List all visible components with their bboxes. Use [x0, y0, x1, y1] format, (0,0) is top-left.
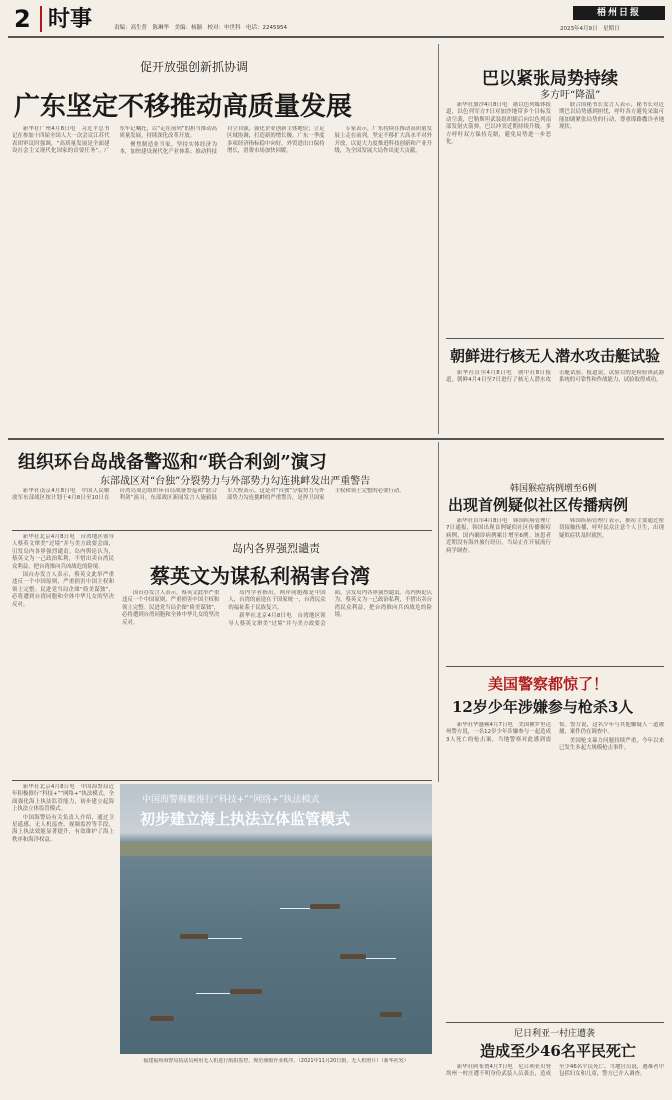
article2-subhead: 多方吁“降温” — [540, 90, 601, 101]
article1-body — [12, 126, 432, 428]
article8-headline: 初步建立海上执法立体监管模式 — [140, 810, 351, 828]
article1-headline: 广东坚定不移推动高质量发展 — [14, 92, 353, 122]
photo-wake — [366, 958, 396, 959]
photo-wake — [280, 908, 310, 909]
article2-paragraph: 新华社加沙4月8日电 据以色列媒体报道，以色列军方7日对加沙地带多个目标发动空袭，巴勒斯坦武装组织随后向以色列南部发射火箭弹。巴以冲突近期持续升级，多方呼吁双方保持克制，避免局势进一步恶化。 — [446, 102, 551, 146]
article6-paragraph: 新华社首尔4月8日电 韩国疾病管理厅7日通报，韩国出现首例疑似社区传播猴痘病例，国内确诊病例累计增至6例。该患者近期没有海外旅行经历，当局正在开展流行病学调查。 — [446, 518, 551, 554]
article-rule — [446, 666, 664, 667]
article5-paragraph: 新华社北京4月8日电 台湾地区领导人蔡英文窜美“过境”并与美方政要会面，引发岛内各界强烈谴责。岛内舆论认为，蔡英文为一己政治私利，不惜出卖台湾民众利益，把台湾推向兵凶战危的险境。 — [228, 590, 432, 627]
article-rule — [446, 1022, 664, 1023]
photo-wake — [208, 938, 242, 939]
photo-boat — [230, 989, 262, 994]
section-rule — [8, 438, 664, 440]
article5-paragraph: 国台办发言人表示，蔡英文此举严重违反一个中国原则，严重损害中国主权和领土完整。民进党当局企图“倚美谋独”，必将遭到台湾同胞和全体中华儿女的坚决反对。 — [12, 572, 114, 608]
article4-headline: 组织环台岛战备警巡和“联合利剑”演习 — [18, 452, 327, 473]
article8-body — [12, 784, 114, 1090]
article3-paragraph: 新华社首尔4月8日电 朝中社8日报道，朝鲜4月4日至7日进行了核无人潜水攻击艇试验。报道说，试验目的是检验该武器系统的可靠性和作战能力，试验取得成功。 — [446, 370, 664, 384]
article7-paragraph: 美国枪支暴力问题持续严重，今年以来已发生多起大规模枪击事件。 — [559, 737, 664, 752]
article1-paragraph: 专家表示，广东持续在推动高质量发展上走在前列，坚定不移扩大高水平对外开放，以更大力度推进科技创新和产业升级，为全国发展大局作出更大贡献。 — [334, 126, 432, 155]
paper-logo: 梧州日报 — [573, 6, 665, 20]
article9-paragraph: 新华社阿布贾4月7日电 尼日利亚贝努埃州一村庄遭不明身份武装人员袭击，造成至少46名平民死亡。当地官员说，遇难者中包括妇女和儿童，警方已介入调查。 — [446, 1064, 664, 1078]
photo-boat — [180, 934, 208, 939]
article1-kicker: 促开放强创新抓协调 — [140, 60, 249, 74]
article6-headline: 出现首例疑似社区传播病例 — [448, 496, 629, 514]
article5-headline: 蔡英文为谋私利祸害台湾 — [150, 564, 370, 588]
photo-boat — [340, 954, 366, 959]
article9-body — [446, 1064, 664, 1094]
article6-kicker: 韩国猴痘病例增至6例 — [510, 484, 597, 494]
article9-kicker: 尼日利亚一村庄遭袭 — [514, 1029, 596, 1039]
article8-kicker: 中国海警舰艇推行“科技+”“网络+”执法模式 — [142, 795, 320, 805]
article9-headline: 造成至少46名平民死亡 — [480, 1042, 636, 1060]
article2-headline: 巴以紧张局势持续 — [482, 69, 618, 89]
article-rule — [446, 338, 664, 339]
photo-caption: 福建福州海警局执法员利用无人机进行航拍监控，规范渔船作业秩序。（2021年11月20日摄，无人机照片）（新华社发） — [143, 1058, 409, 1064]
column-divider — [438, 44, 439, 434]
article5-body-left — [12, 534, 114, 774]
article7-body — [446, 722, 664, 1018]
page-number: 2 — [14, 5, 31, 33]
masthead-rule — [8, 36, 664, 38]
editors-line: 责编：高生普 陈琳华 美编：杨颖 校对：申世科 电话：2245954 — [114, 25, 287, 31]
article-rule — [12, 780, 432, 781]
article3-body — [446, 370, 664, 430]
article6-body — [446, 518, 664, 660]
article4-subhead: 东部战区对“台独”分裂势力与外部势力勾连挑衅发出严重警告 — [100, 476, 371, 487]
article6-paragraph: 韩国疾病管理厅表示，猴痘主要通过密切接触传播，呼吁民众注意个人卫生，出现疑似症状及时就医。 — [559, 518, 664, 539]
section-title: 时事 — [48, 6, 93, 32]
photo-boat — [150, 1016, 174, 1021]
photo-shoreline — [120, 842, 432, 856]
article3-headline: 朝鲜进行核无人潜水攻击艇试验 — [450, 347, 661, 365]
article1-paragraph: 聚焦制造业当家，坚持实体经济为本，加快建设现代化产业体系；推动科技自立自强，强化企业创新主体地位；立足区域协调，打造新的增长极。广东一季度多项经济指标稳中向好，外贸进出口保持增长，消费市场加快回暖。 — [119, 126, 325, 156]
article2-body — [446, 102, 664, 334]
article8-paragraph: 新华社北京4月8日电 中国海警局近年积极推行“科技+”“网络+”执法模式，全面强化海上执法监管能力，初步建立起海上执法立体监管模式。 — [12, 784, 114, 813]
article7-headline-2: 12岁少年涉嫌参与枪杀3人 — [452, 698, 634, 716]
article8-paragraph: 中国海警局有关负责人介绍，通过卫星遥感、无人机巡查、视频监控等手段，海上执法效能显著提升，有效维护了海上秩序和海洋权益。 — [12, 814, 114, 843]
issue-date: 2023年4月9日 星期日 — [560, 26, 620, 32]
article5-paragraph: 岛内学者指出，两岸同胞都是中国人，台湾的前途在于国家统一，台湾民众的福祉系于民族复兴。 — [228, 590, 326, 611]
masthead — [0, 0, 672, 36]
article-rule — [12, 530, 432, 531]
photo-wake — [196, 993, 230, 994]
photo-boat — [310, 904, 340, 909]
article7-headline-1: 美国警察都惊了！ — [488, 675, 609, 693]
article5-paragraph: 国台办发言人表示，蔡英文此举严重违反一个中国原则，严重损害中国主权和领土完整。民进党当局企图“倚美谋独”，必将遭到台湾同胞和全体中华儿女的坚决反对。 — [122, 590, 220, 626]
article1-paragraph: 新华社广州4月8日电 习近平总书记在参加十四届全国人大一次会议江苏代表团审议时强调，“高质量发展是全面建设社会主义现代化国家的首要任务”。广东牢记嘱托，以“走在前列”的担当推动高质量发展，持续深化改革开放。 — [12, 126, 217, 155]
news-photo — [120, 784, 432, 1054]
article5-body-right — [122, 590, 432, 774]
article4-body — [12, 488, 432, 526]
photo-header-box — [120, 784, 432, 844]
article7-paragraph: 新华社华盛顿4月7日电 美国佛罗里达州警方说，一名12岁少年涉嫌参与一起造成3人死亡的枪击案，当地警察对此感到震惊。警方说，这名少年与其他嫌疑人一道被捕，案件仍在调查中。 — [446, 722, 664, 743]
column-divider — [438, 442, 439, 782]
article2-paragraph: 联合国秘书长发言人表示，秘书长对近期巴以局势感到担忧，呼吁各方避免采取可能加剧紧张局势的行动，尊重耶路撒冷圣地现状。 — [559, 102, 664, 131]
page-number-divider — [40, 6, 42, 32]
article5-kicker: 岛内各界强烈谴责 — [232, 542, 320, 555]
photo-boat — [380, 1012, 402, 1017]
article5-paragraph: 新华社北京4月8日电 台湾地区领导人蔡英文窜美“过境”并与美方政要会面，引发岛内各界强烈谴责。岛内舆论认为，蔡英文为一己政治私利，不惜出卖台湾民众利益，把台湾推向兵凶战危的险境。 — [12, 534, 114, 570]
article4-paragraph: 新华社南京4月8日电 中国人民解放军东部战区按计划于4月8日至10日在台湾岛周边组织环台岛战备警巡和“联合利剑”演习。东部战区新闻发言人施毅陆军大校表示，这是对“台独”分裂势力与外部势力勾连挑衅的严重警告，是捍卫国家主权和领土完整的必要行动。 — [12, 488, 405, 502]
